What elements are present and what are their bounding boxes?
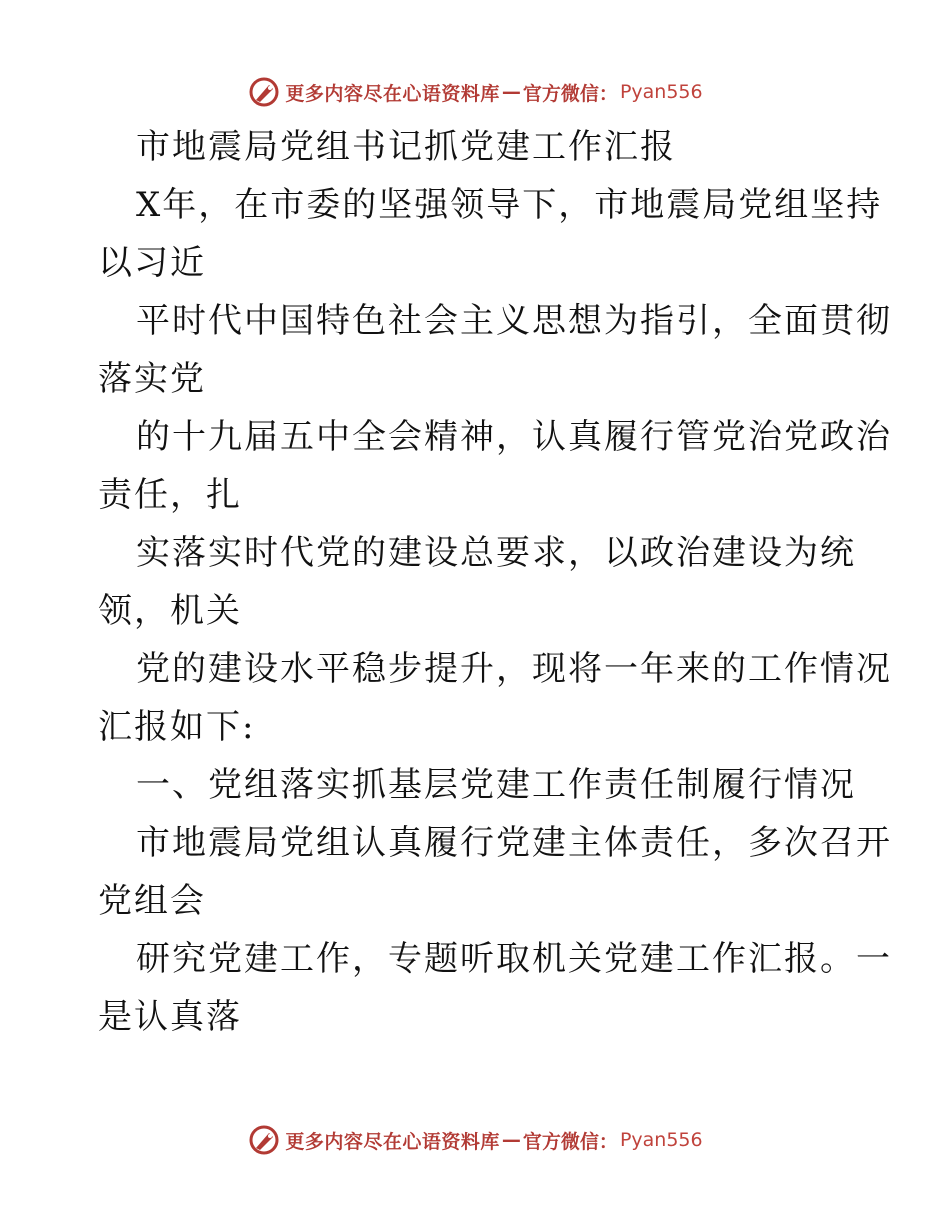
paragraph-line: 领，机关 [98,591,242,631]
paragraph-line: X年，在市委的坚强领导下，市地震局党组坚持 [136,185,883,225]
paragraph-line: 实落实时代党的建设总要求，以政治建设为统 [136,533,856,573]
paragraph-line: 党组会 [98,881,206,921]
pen-nib-icon [247,1123,281,1157]
header-watermark [0,72,950,112]
watermark-label: 官方微信： [522,82,618,105]
watermark-separator: — [501,1129,521,1151]
document-body [98,118,892,1046]
watermark-main-text: 更多内容尽在心语资料库 [285,82,500,105]
paragraph-line: 责任，扎 [98,475,242,515]
watermark-main-text: 更多内容尽在心语资料库 [285,1130,500,1153]
paragraph-line: 是认真落 [98,997,242,1037]
paragraph-line: 汇报如下: [98,707,256,747]
watermark-wechat-id: Pyan556 [619,1129,703,1151]
pen-nib-icon [247,75,281,109]
paragraph-line: 党的建设水平稳步提升，现将一年来的工作情况 [136,649,892,689]
paragraph-line: 平时代中国特色社会主义思想为指引，全面贯彻 [136,301,892,341]
footer-watermark [0,1120,950,1160]
paragraph-line: 落实党 [98,359,206,399]
paragraph-line: 市地震局党组认真履行党建主体责任，多次召开 [136,823,892,863]
paragraph-line: 的十九届五中全会精神，认真履行管党治党政治 [136,417,892,457]
document-title: 市地震局党组书记抓党建工作汇报 [136,127,676,167]
paragraph-line: 研究党建工作，专题听取机关党建工作汇报。一 [136,939,892,979]
section-heading: 一、党组落实抓基层党建工作责任制履行情况 [136,765,856,805]
watermark-label: 官方微信： [522,1130,618,1153]
paragraph-line: 以习近 [98,243,206,283]
watermark-wechat-id: Pyan556 [619,81,703,103]
watermark-separator: — [501,81,521,103]
